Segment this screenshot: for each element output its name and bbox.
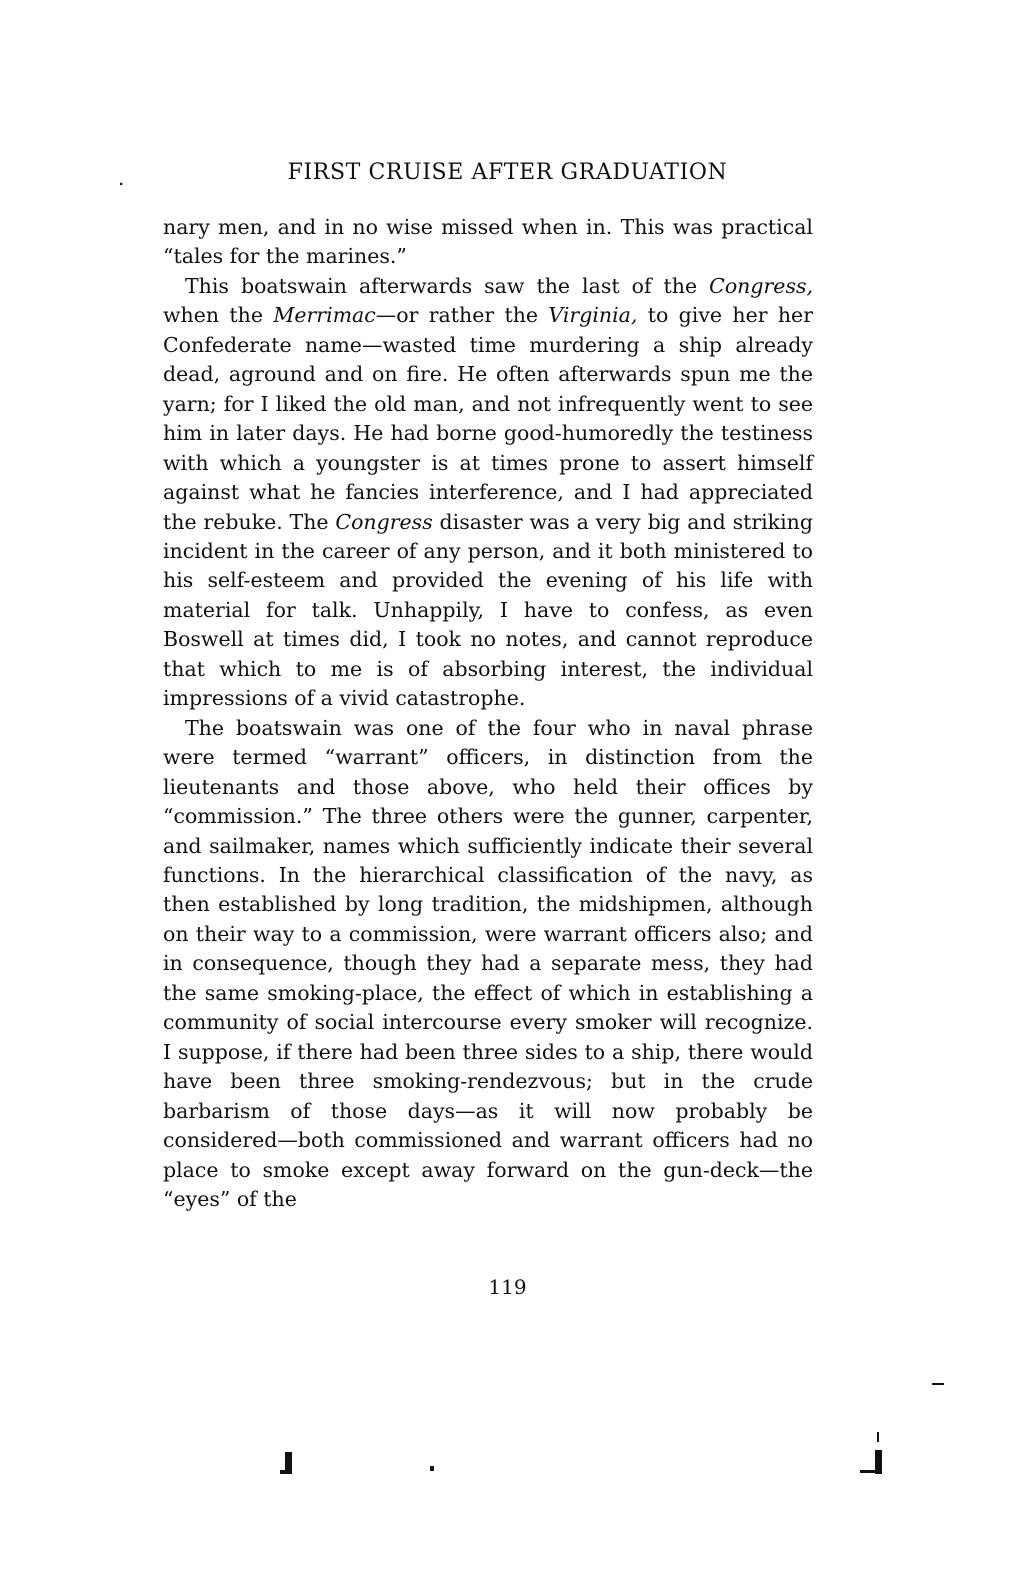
p2-text-1: This boatswain afterwards saw the last of the bbox=[185, 273, 710, 298]
p2-text-2: when the bbox=[163, 303, 274, 328]
running-header: FIRST CRUISE AFTER GRADUATION bbox=[287, 160, 728, 185]
scan-crop-mark-left-base bbox=[280, 1470, 292, 1474]
paragraph-continuation: nary men, and in no wise missed when in. This was practical “tales for the marines.” bbox=[163, 215, 813, 269]
ship-name-virginia: Virginia, bbox=[548, 303, 638, 328]
paragraph-boatswain-congress bbox=[163, 272, 813, 714]
ship-name-merrimac: Merrimac bbox=[273, 303, 376, 328]
ship-name-congress-2: Congress bbox=[335, 509, 433, 534]
body-text bbox=[163, 213, 813, 1214]
scan-edge-dash bbox=[932, 1383, 944, 1385]
scan-crop-mark-right-base bbox=[860, 1470, 882, 1473]
scan-crop-tick-right bbox=[877, 1432, 879, 1442]
ship-name-congress: Congress, bbox=[709, 273, 813, 298]
p2-text-4: to give her her Confederate name—wasted time murdering a ship already dead, aground and on fire. He often afterwards spun me the yarn; for I liked the old man, and not infrequently went to see him in later days. He had borne good-humoredly the testiness with which a youngster is at times prone to assert himself against what he fancies interference, and I had appreciated the rebuke. The bbox=[163, 303, 813, 534]
paragraph-warrant-officers: The boatswain was one of the four who in naval phrase were termed “warrant” officers, in distinction from the lieutenants and those above, who held their offices by “commission.” The three others were the gunner, carpenter, and sailmaker, names which sufficiently indicate their several functions. In the hierarchical classification of the navy, as then established by long tradition, the midshipmen, although on their way to a commission, were warrant officers also; and in consequence, though they had a separate mess, they had the same smoking-place, the effect of which in establishing a community of social intercourse every smoker will recognize. I suppose, if there had been three sides to a ship, there would have been three smoking-rendezvous; but in the crude barbarism of those days—as it will now probably be considered—both commissioned and warrant officers had no place to smoke except away forward on the gun-deck—the “eyes” of the bbox=[163, 715, 813, 1211]
p2-text-5: disaster was a very big and striking incident in the career of any person, and it both ministered to his self-esteem and provided the evening of his life with material for talk. Unhappily, I have to confess, as even Boswell at times did, I took no notes, and cannot reproduce that which to me is of absorbing interest, the individual impressions of a vivid catastrophe. bbox=[163, 509, 813, 711]
stray-mark: . bbox=[118, 166, 125, 190]
p2-text-3: —or rather the bbox=[375, 303, 549, 328]
scan-speck bbox=[430, 1466, 434, 1471]
page-number: 119 bbox=[488, 1275, 527, 1299]
